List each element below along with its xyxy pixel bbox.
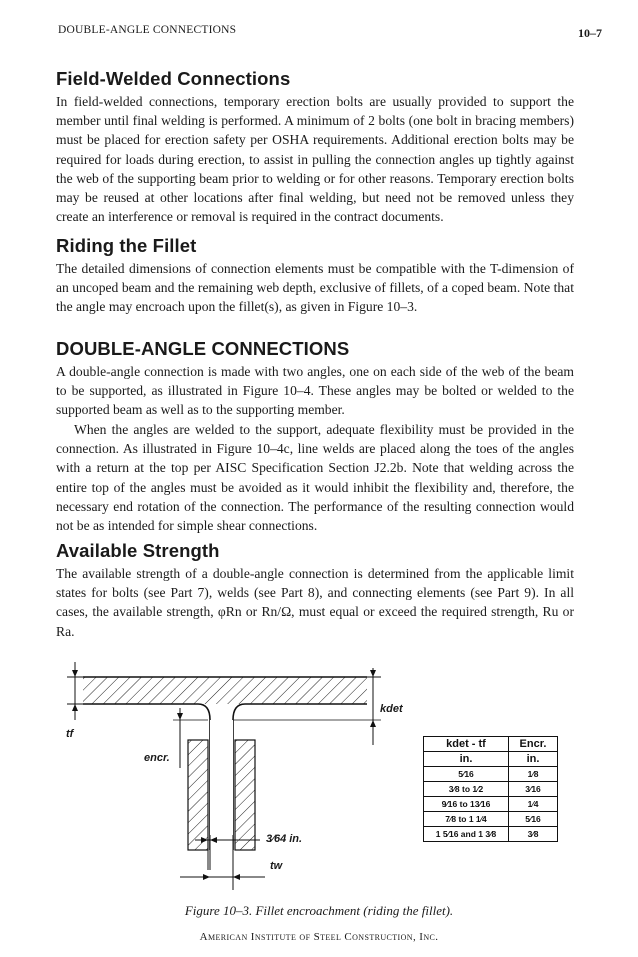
table-cell: 7⁄8 to 1 1⁄4: [424, 812, 509, 827]
fillet-figure: [55, 650, 385, 895]
gap-label: 3⁄64 in.: [266, 833, 303, 845]
table-unit: in.: [424, 752, 509, 767]
table-cell: 1⁄4: [509, 797, 558, 812]
encroachment-table: [423, 736, 558, 842]
tw-dimension: [180, 874, 265, 880]
running-header: DOUBLE-ANGLE CONNECTIONS: [58, 24, 237, 36]
heading-available-strength: Available Strength: [56, 540, 220, 561]
beam-web: [210, 720, 233, 850]
tw-label: tw: [270, 860, 283, 872]
page-number: 10–7: [578, 26, 602, 40]
paragraph-riding-fillet: The detailed dimensions of connection elements must be compatible with the T-dimension of an uncoped beam and the remaining web depth, exclusive of fillets, of a coped beam. Note that the angle may encroach upon the fillet(s), as given in Figure 10–3.: [56, 261, 574, 315]
table-cell: 1⁄8: [509, 767, 558, 782]
table-cell: 3⁄8: [509, 827, 558, 842]
paragraph-available-strength: The available strength of a double-angle connection is determined from the applicable limit states for bolts (see Part 7), welds (see Part 8), and connecting elements (see Part 9). In all cases, the available strength, φRn or Rn/Ω, must equal or exceed the required strength, Ru or Ra.: [56, 566, 574, 639]
table-units-row: [424, 752, 558, 767]
table-header-kdet: kdet - tf: [424, 737, 509, 752]
paragraph-field-welded: In field-welded connections, temporary erection bolts are usually provided to support the member until final welding is performed. A minimum of 2 bolts (one bolt in bracing members) must be placed for erection safety per OSHA requirements. Additional erection bolts may be required for loads during erection, to assist in pulling the connection angles up tightly against the web of the supporting beam prior to welding or for other reasons. Temporary erection bolts may be reused at other locations after final welding, but need not be removed unless they create an interference or removal is required in the contract documents.: [56, 94, 574, 225]
encr-label: encr.: [144, 752, 170, 764]
table-cell: 9⁄16 to 13⁄16: [424, 797, 509, 812]
figure-caption: Figure 10–3. Fillet encroachment (riding the fillet).: [184, 903, 454, 918]
paragraph-double-angle-2: When the angles are welded to the support, adequate flexibility must be provided in the connection. As illustrated in Figure 10–4c, line welds are placed along the toes of the angles with a return at the top per AISC Specification Section J2.2b. Note that welding across the entire top of the angles must be avoided as it would inhibit the flexibility and, therefore, the necessary end rotation of the connection. The performance of the resulting connection would not be as intended for simple shear connections.: [56, 422, 574, 534]
table-cell: 5⁄16: [424, 767, 509, 782]
table-cell: 5⁄16: [509, 812, 558, 827]
tf-label: tf: [66, 728, 74, 740]
table-row: [424, 812, 558, 827]
table-header-row: [424, 737, 558, 752]
table-cell: 3⁄8 to 1⁄2: [424, 782, 509, 797]
table-row: [424, 767, 558, 782]
table-row: [424, 827, 558, 842]
page-footer: American Institute of Steel Construction, Inc.: [199, 931, 439, 943]
table-row: [424, 782, 558, 797]
heading-double-angle: DOUBLE-ANGLE CONNECTIONS: [56, 338, 350, 359]
heading-field-welded: Field-Welded Connections: [56, 68, 291, 89]
table-unit: in.: [509, 752, 558, 767]
table-cell: 3⁄16: [509, 782, 558, 797]
kdet-label: kdet: [380, 703, 403, 715]
table-row: [424, 797, 558, 812]
table-cell: 1 5⁄16 and 1 3⁄8: [424, 827, 509, 842]
table-header-encr: Encr.: [509, 737, 558, 752]
heading-riding-fillet: Riding the Fillet: [56, 235, 197, 256]
paragraph-double-angle-1: A double-angle connection is made with two angles, one on each side of the web of the beam to be supported, as illustrated in Figure 10–4. These angles may be bolted or welded to the supported beam as well as to the supporting member.: [56, 364, 574, 418]
